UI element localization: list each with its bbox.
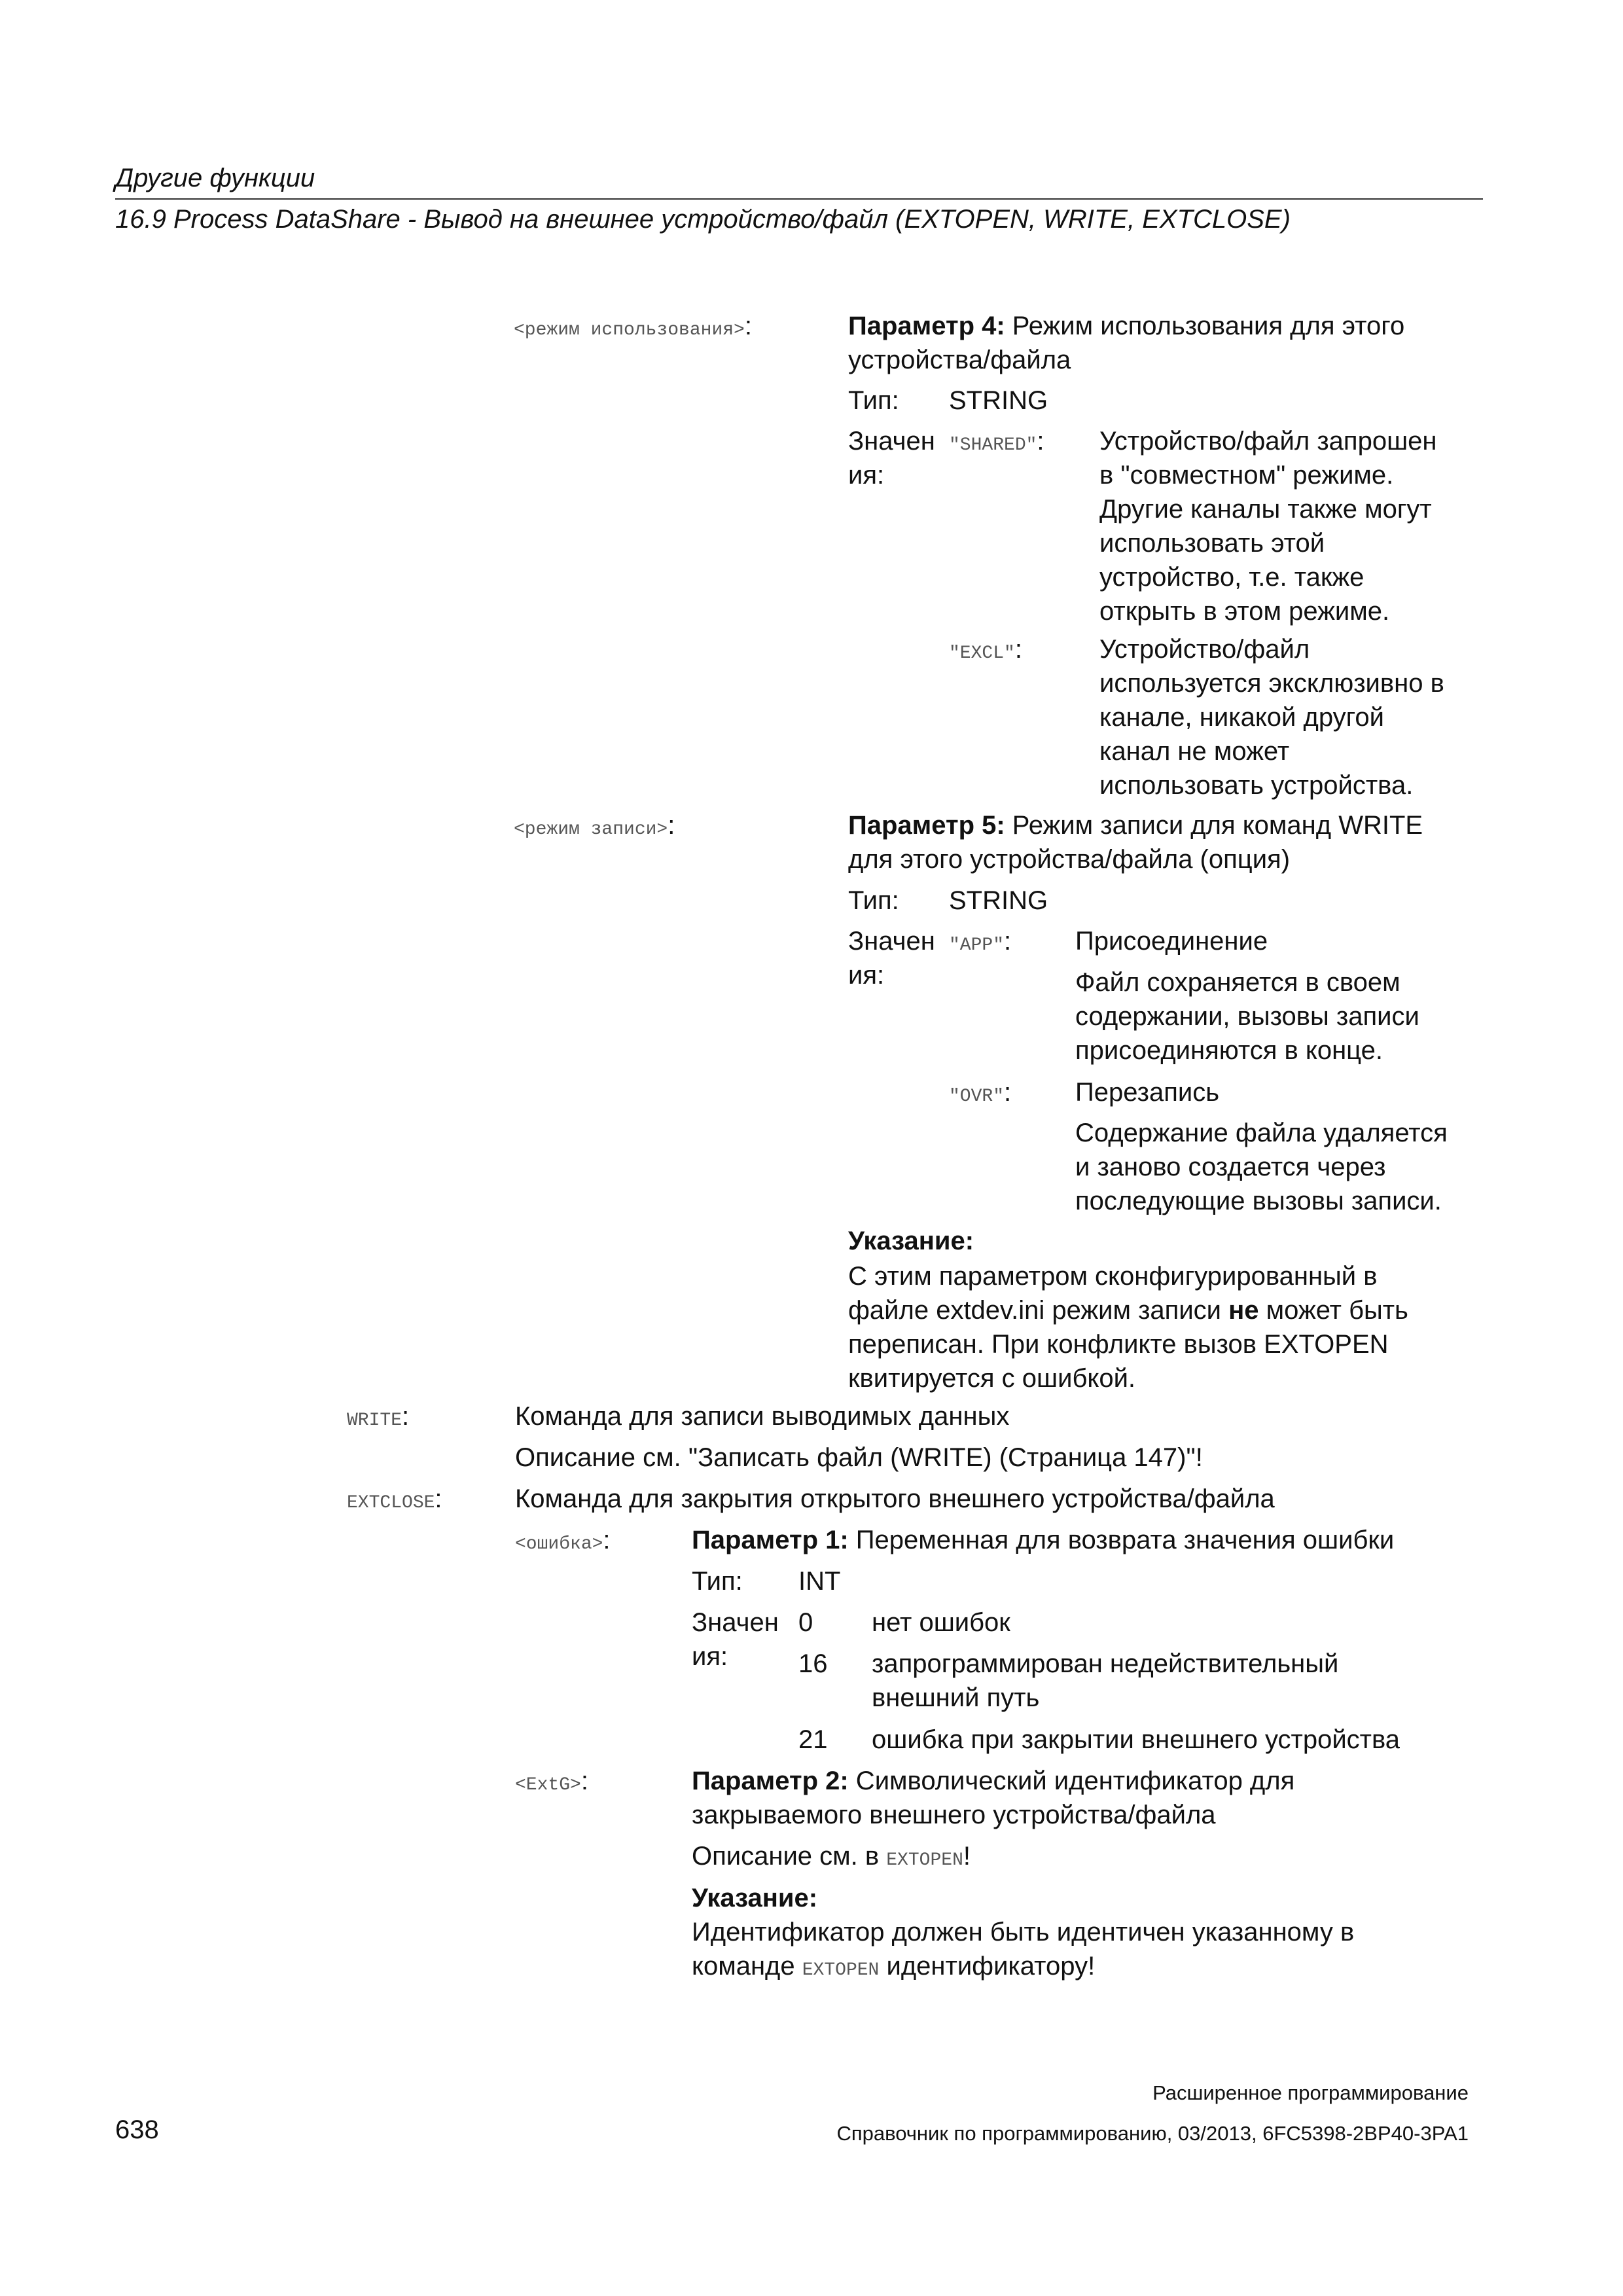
param4-values-label-2: ия: xyxy=(848,461,885,490)
extclose-param2-note: Идентификатор должен быть идентичен указанному в команде EXTOPEN идентификатору! xyxy=(692,1918,1355,1981)
param4-title-line2: устройства/файла xyxy=(848,346,1071,374)
param5-title: Параметр 5: Режим записи для команд WRITE xyxy=(848,811,1423,840)
extclose-param1-name: <ошибка>: xyxy=(515,1526,611,1554)
extclose-param2-title-line2: закрываемого внешнего устройства/файла xyxy=(692,1801,1216,1829)
error-code-16: 16 xyxy=(798,1649,828,1678)
value-desc-ovr: Содержание файла удаляется и заново создается через последующие вызовы записи. xyxy=(1075,1119,1448,1215)
error-code-21: 21 xyxy=(798,1725,828,1754)
footer-line1: Расширенное программирование xyxy=(1152,2081,1469,2104)
param5-type-value: STRING xyxy=(949,886,1048,915)
extclose-param2-note-title: Указание: xyxy=(692,1884,818,1912)
write-keyword: WRITE: xyxy=(347,1402,410,1431)
param4-name: <режим использования>: xyxy=(514,312,752,340)
value-title-app: Присоединение xyxy=(1075,927,1268,956)
chapter-title: Другие функции xyxy=(115,164,315,192)
extclose-param2-ref: Описание см. в EXTOPEN! xyxy=(692,1842,971,1871)
param4-values-label: Значен xyxy=(848,427,935,456)
param4-type-value: STRING xyxy=(949,386,1048,415)
param4-title: Параметр 4: Режим использования для этого xyxy=(848,312,1405,340)
param5-type-label: Тип: xyxy=(848,886,899,915)
footer-line2: Справочник по программированию, 03/2013, 6FC5398-2BP40-3PA1 xyxy=(836,2122,1469,2145)
value-code-excl: "EXCL": xyxy=(949,635,1022,664)
header-rule xyxy=(115,198,1483,200)
extclose-param2-title: Параметр 2: Символический идентификатор для xyxy=(692,1767,1295,1795)
page-number: 638 xyxy=(115,2115,159,2144)
value-code-ovr: "OVR": xyxy=(949,1078,1012,1107)
write-ref: Описание см. "Записать файл (WRITE) (Страница 147)"! xyxy=(515,1443,1203,1472)
error-desc-16: запрограммирован недействительный внешний путь xyxy=(872,1649,1339,1712)
value-desc-shared: Устройство/файл запрошен в "совместном" режиме. Другие каналы также могут использовать этой устройство, т.е. также открыть в этом режиме. xyxy=(1099,427,1437,626)
extclose-param1-values-label: Значен xyxy=(692,1608,779,1637)
extclose-param2-name: <ExtG>: xyxy=(515,1767,588,1795)
extclose-param1-title: Параметр 1: Переменная для возврата значения ошибки xyxy=(692,1526,1395,1554)
param5-note-title: Указание: xyxy=(848,1227,974,1255)
extclose-param1-values-label-2: ия: xyxy=(692,1642,728,1671)
value-title-ovr: Перезапись xyxy=(1075,1078,1220,1107)
param4-type-label: Тип: xyxy=(848,386,899,415)
write-desc: Команда для записи выводимых данных xyxy=(515,1402,1010,1431)
extclose-param1-type-value: INT xyxy=(798,1567,841,1596)
value-code-shared: "SHARED": xyxy=(949,427,1044,456)
param5-note: С этим параметром сконфигурированный в файле extdev.ini режим записи не может быть переписан. При конфликте вызов EXTOPEN квитируется с ошибкой. xyxy=(848,1262,1408,1393)
error-desc-0: нет ошибок xyxy=(872,1608,1010,1637)
param5-values-label: Значен xyxy=(848,927,935,956)
param5-values-label-2: ия: xyxy=(848,961,885,990)
section-title: 16.9 Process DataShare - Вывод на внешнее устройство/файл (EXTOPEN, WRITE, EXTCLOSE) xyxy=(115,205,1291,234)
extclose-desc: Команда для закрытия открытого внешнего устройства/файла xyxy=(515,1484,1275,1513)
value-desc-excl: Устройство/файл используется эксклюзивно в канале, никакой другой канал не может использовать устройства. xyxy=(1099,635,1444,800)
param5-title-line2: для этого устройства/файла (опция) xyxy=(848,845,1291,874)
extclose-keyword: EXTCLOSE: xyxy=(347,1484,442,1513)
value-desc-app: Файл сохраняется в своем содержании, вызовы записи присоединяются в конце. xyxy=(1075,968,1419,1065)
param5-name: <режим записи>: xyxy=(514,811,675,840)
error-desc-21: ошибка при закрытии внешнего устройства xyxy=(872,1725,1400,1754)
error-code-0: 0 xyxy=(798,1608,813,1637)
extclose-param1-type-label: Тип: xyxy=(692,1567,743,1596)
value-code-app: "APP": xyxy=(949,927,1012,956)
